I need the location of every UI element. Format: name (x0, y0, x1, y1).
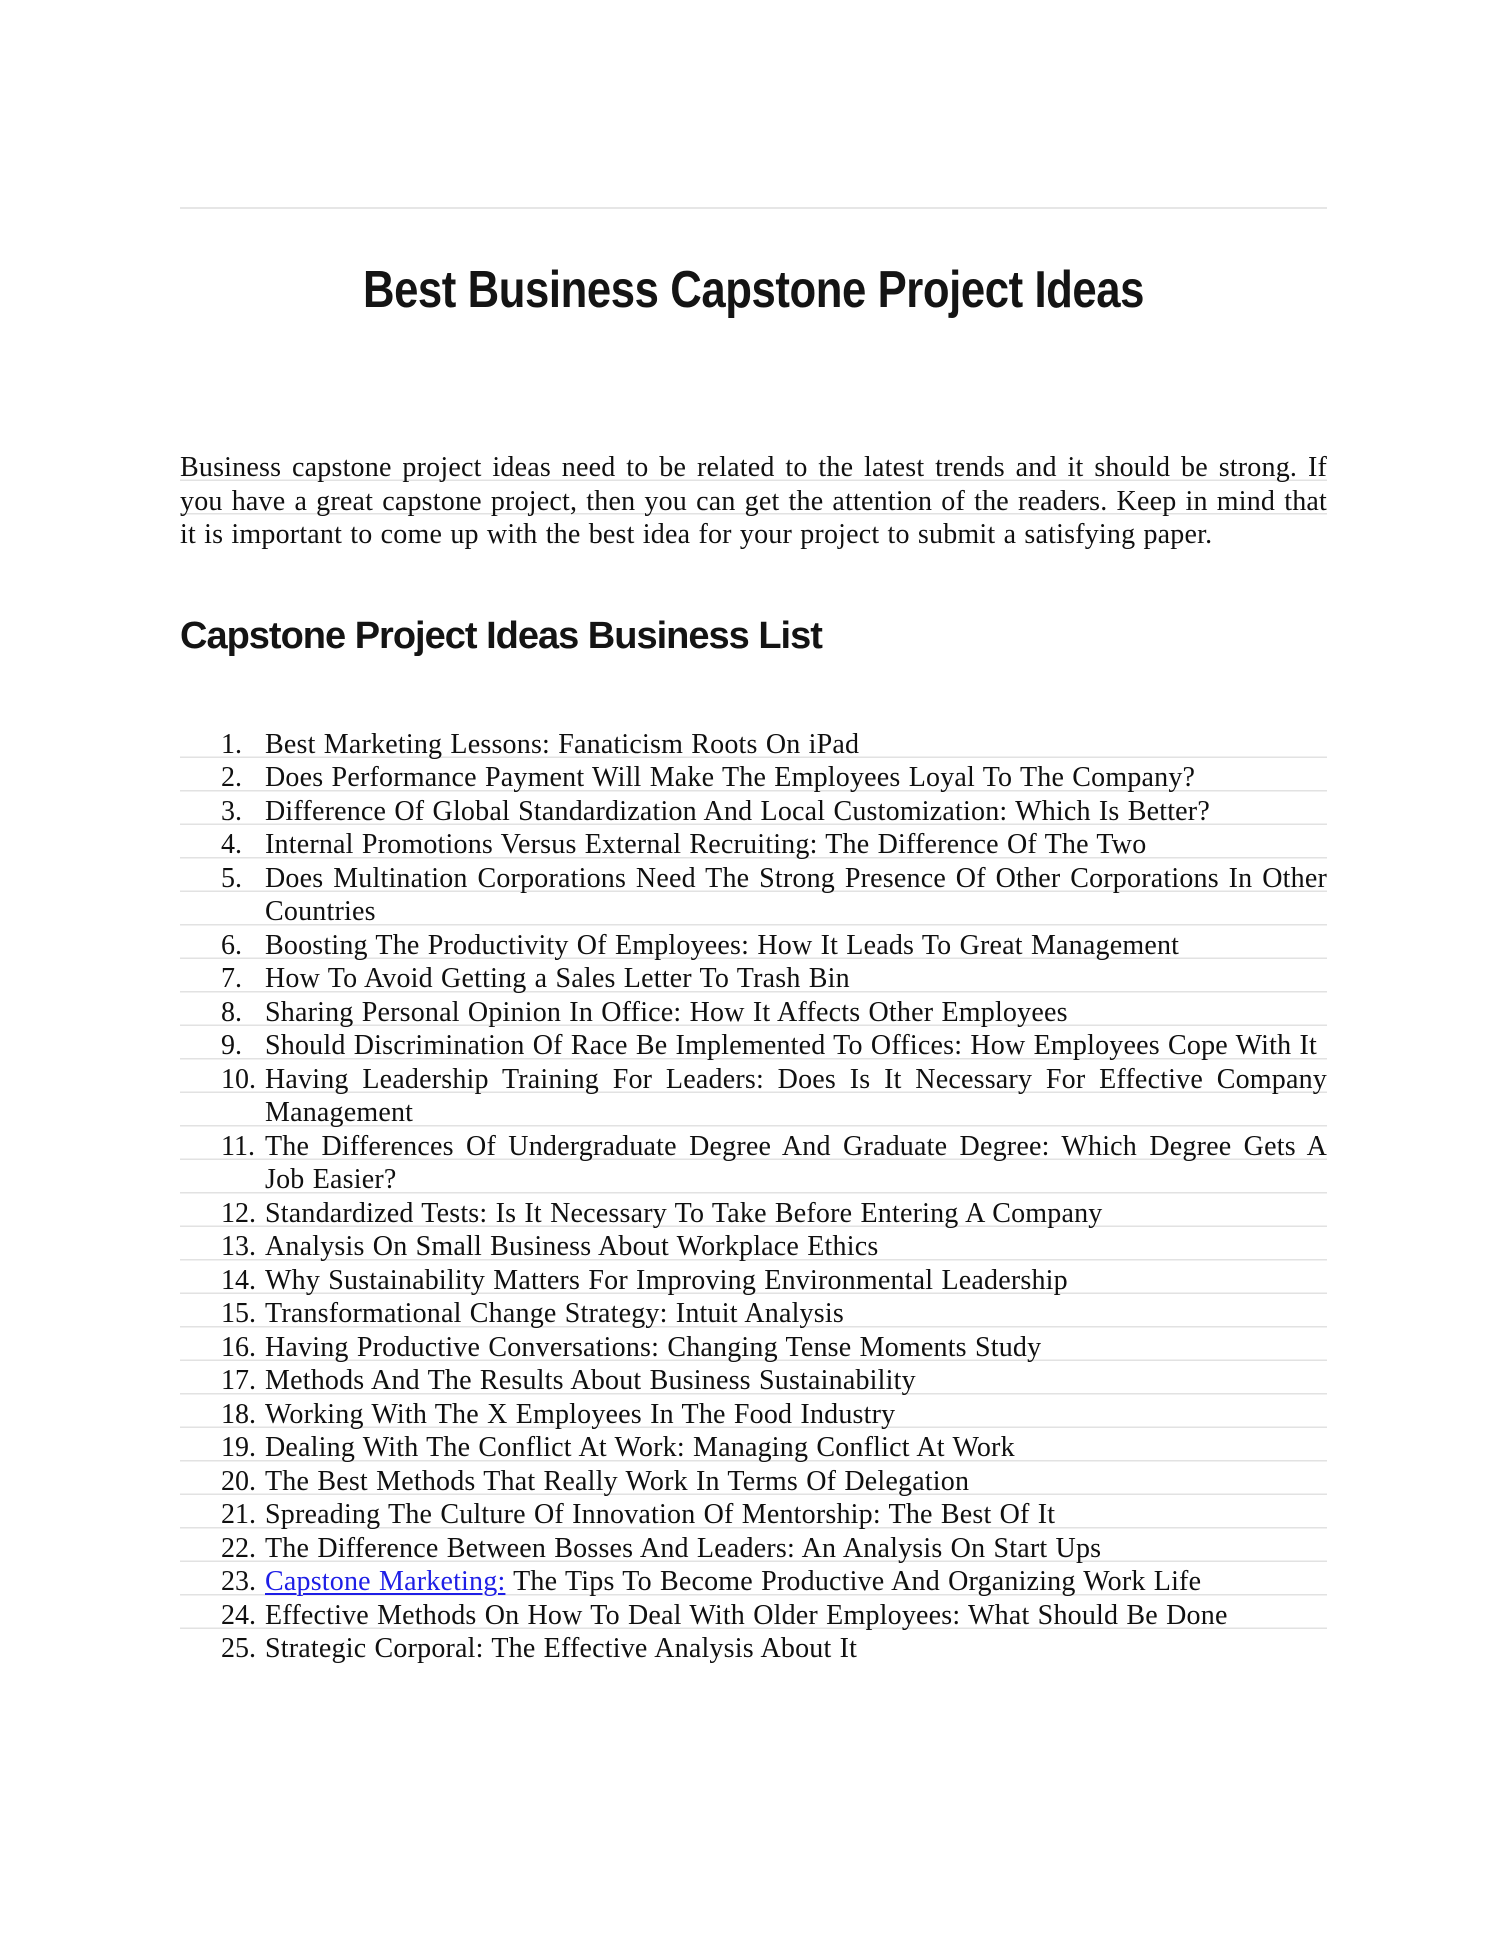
list-item (180, 1599, 1327, 1633)
list-item-text: Does Performance Payment Will Make The Employees Loyal To The Company? (265, 762, 1196, 793)
list-item-text: Dealing With The Conflict At Work: Managing Conflict At Work (265, 1432, 1015, 1463)
list-item-number: 25. (221, 1633, 256, 1664)
list-item (180, 1632, 1327, 1666)
list-item (180, 1498, 1327, 1532)
list-item-number: 6. (221, 929, 242, 961)
list-item-text: Should Discrimination Of Race Be Implemented To Offices: How Employees Cope With It (265, 1030, 1317, 1061)
topics-list (180, 728, 1327, 1666)
section-heading: Capstone Project Ideas Business List (180, 614, 822, 657)
list-item-number: 14. (221, 1264, 256, 1296)
list-item-text: Best Marketing Lessons: Fanaticism Roots On iPad (265, 728, 860, 760)
list-item-text: Working With The X Employees In The Food Industry (265, 1398, 896, 1430)
list-item-number: 10. (221, 1063, 256, 1095)
list-item-text: Boosting The Productivity Of Employees: How It Leads To Great Management (265, 929, 1180, 961)
list-item (180, 728, 1327, 762)
list-item-number: 22. (221, 1532, 256, 1564)
list-item-text: Methods And The Results About Business Sustainability (265, 1365, 916, 1396)
list-item-text: Difference Of Global Standardization And Local Customization: Which Is Better? (265, 795, 1210, 827)
list-item (180, 1398, 1327, 1432)
list-item-text: Having Productive Conversations: Changing Tense Moments Study (265, 1331, 1042, 1363)
list-item-text: Having Leadership Training For Leaders: Does Is It Necessary For Effective Company Management (265, 1063, 1327, 1128)
top-divider (180, 207, 1327, 209)
list-item-number: 24. (221, 1599, 256, 1631)
list-item (180, 1532, 1327, 1566)
list-item (180, 1197, 1327, 1231)
list-item-number: 12. (221, 1197, 256, 1229)
list-item-text: Capstone Marketing: The Tips To Become Productive And Organizing Work Life (265, 1566, 1202, 1597)
list-item-number: 11. (221, 1130, 255, 1162)
list-item-text: The Differences Of Undergraduate Degree And Graduate Degree: Which Degree Gets A Job Easier? (265, 1130, 1327, 1195)
list-item-text: Strategic Corporal: The Effective Analysis About It (265, 1633, 858, 1664)
list-item (180, 1130, 1327, 1197)
list-item-text: Internal Promotions Versus External Recruiting: The Difference Of The Two (265, 829, 1147, 860)
list-item (180, 1431, 1327, 1465)
capstone-marketing-link[interactable]: Capstone Marketing: (265, 1566, 506, 1597)
list-item (180, 1063, 1327, 1130)
list-item-number: 19. (221, 1432, 256, 1463)
list-item (180, 761, 1327, 795)
list-item (180, 1465, 1327, 1499)
list-item-text: Does Multination Corporations Need The Strong Presence Of Other Corporations In Other Countries (265, 862, 1327, 927)
list-item (180, 1364, 1327, 1398)
list-item (180, 1230, 1327, 1264)
list-item (180, 1264, 1327, 1298)
list-item (180, 962, 1327, 996)
list-item (180, 862, 1327, 929)
document-content (180, 207, 1327, 1666)
list-item-number: 17. (221, 1365, 256, 1396)
list-item (180, 828, 1327, 862)
list-item-number: 20. (221, 1465, 256, 1497)
intro-paragraph: Business capstone project ideas need to be related to the latest trends and it should be strong. If you have a great capstone project, then you can get the attention of the readers. Keep in mind that it is important to come up with the best idea for your project to submit a satisfying paper. (180, 452, 1327, 550)
list-item-number: 18. (221, 1398, 256, 1430)
list-item-number: 1. (221, 728, 242, 760)
list-item (180, 1029, 1327, 1063)
list-item-text: Standardized Tests: Is It Necessary To Take Before Entering A Company (265, 1197, 1103, 1229)
list-item-number: 5. (221, 862, 242, 894)
list-item-text: Spreading The Culture Of Innovation Of Mentorship: The Best Of It (265, 1499, 1056, 1530)
list-item-text: Analysis On Small Business About Workplace Ethics (265, 1231, 879, 1262)
list-item-number: 8. (221, 996, 242, 1028)
list-item-text: Transformational Change Strategy: Intuit Analysis (265, 1298, 844, 1329)
list-item-text: The Difference Between Bosses And Leaders: An Analysis On Start Ups (265, 1532, 1102, 1564)
list-item-number: 13. (221, 1231, 256, 1262)
list-item-number: 4. (221, 829, 242, 860)
list-item-text: How To Avoid Getting a Sales Letter To Trash Bin (265, 963, 850, 994)
list-item (180, 1331, 1327, 1365)
list-item-number: 7. (221, 963, 242, 994)
list-item-number: 2. (221, 762, 242, 793)
list-item-text: The Best Methods That Really Work In Terms Of Delegation (265, 1465, 970, 1497)
list-item (180, 929, 1327, 963)
list-item-number: 23. (221, 1566, 256, 1597)
list-item-text: Sharing Personal Opinion In Office: How It Affects Other Employees (265, 996, 1068, 1028)
page-title: Best Business Capstone Project Ideas (362, 261, 1145, 319)
list-item (180, 1565, 1327, 1599)
list-item-number: 21. (221, 1499, 256, 1530)
list-item-number: 9. (221, 1030, 242, 1061)
list-item-text: Effective Methods On How To Deal With Older Employees: What Should Be Done (265, 1599, 1228, 1631)
list-item-number: 16. (221, 1331, 256, 1363)
list-item (180, 996, 1327, 1030)
list-item (180, 1297, 1327, 1331)
list-item-number: 15. (221, 1298, 256, 1329)
list-item-text: Why Sustainability Matters For Improving Environmental Leadership (265, 1264, 1068, 1296)
list-item-number: 3. (221, 795, 242, 827)
list-item (180, 795, 1327, 829)
